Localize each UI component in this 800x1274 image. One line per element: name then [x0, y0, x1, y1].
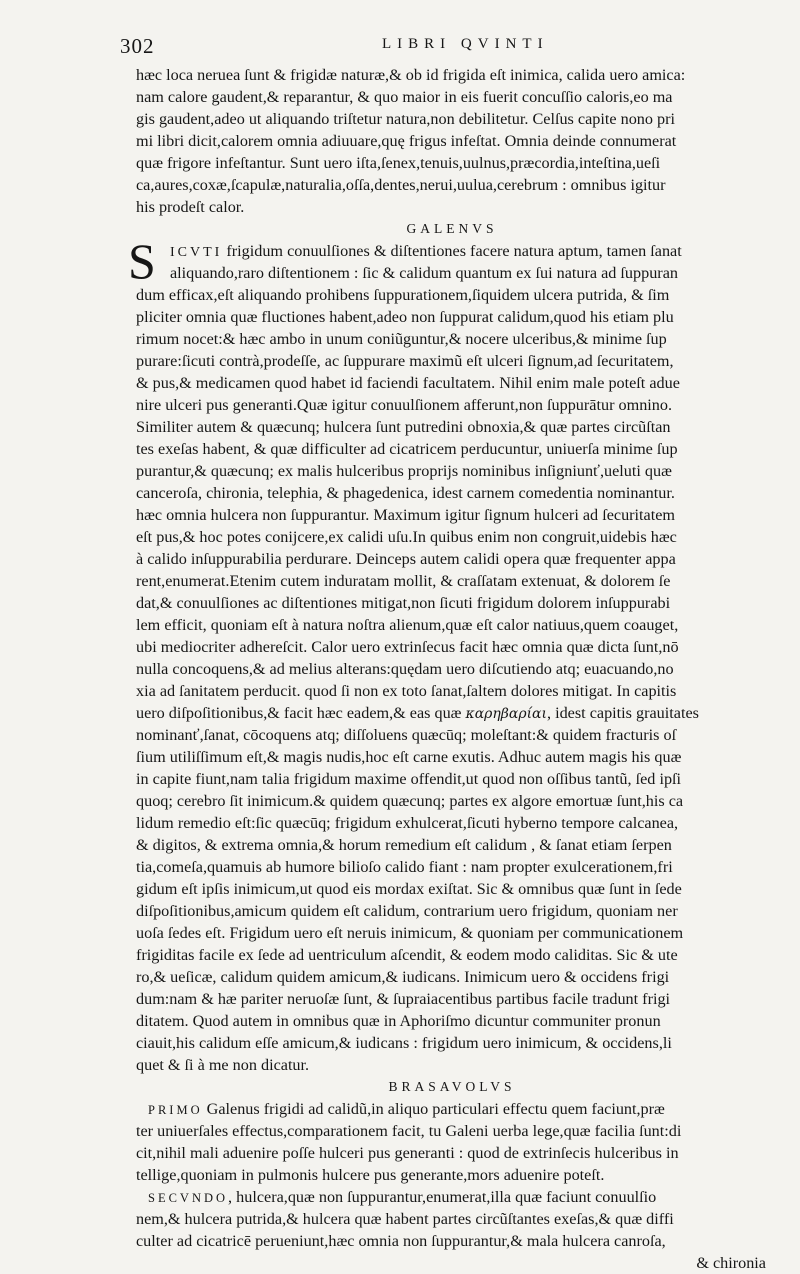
text-span: frigidum conuulſiones & diſtentiones facere natura aptum, tamen ſanat: [222, 242, 682, 260]
text-line: dum efficax,eſt aliquando prohibens ſuppurationem,ſiquidem ulcera putrida, & ſim: [136, 286, 670, 304]
text-line: eſt pus,& hoc potes conijcere,ex calidi uſu.In quibus enim non congruit,uidebis hæc: [136, 528, 677, 546]
text-line: cit,nihil mali aduenire poſſe hulceri pus generanti : quod de extrinſecis hulceribus in: [136, 1144, 679, 1162]
text-line: aliquando,raro diſtentionem : ſic & calidum quantum ex ſui natura ad ſuppuran: [170, 264, 678, 282]
text-line: dum:nam & hæ pariter neruoſæ ſunt, & ſupraiacentibus partibus facile tradunt frigi: [136, 990, 671, 1008]
text-line: tellige,quoniam in pulmonis hulcere pus generante,mors aduenire poteſt.: [136, 1166, 605, 1184]
text-line: frigiditas facile ex ſede ad uentriculum aſcendit, & eodem modo caliditas. Sic & ute: [136, 946, 678, 964]
text-line: à calido inſuppurabilia perdurare. Deinceps autem calidi opera quæ frequenter appa: [136, 550, 676, 568]
text-line: & pus,& medicamen quod habet id faciendi facultatem. Nihil enim male poteſt adue: [136, 374, 680, 392]
text-line: uoſa ſedes eſt. Frigidum uero eſt neruis inimicum, & quoniam per communicationem: [136, 924, 684, 942]
text-line: ſium utiliſſimum eſt,& magis nudis,hoc eſt carne exutis. Adhuc autem magis his quæ: [136, 748, 682, 766]
catchword-line: & chironia: [696, 1254, 766, 1272]
section-heading-galenus: GALENVS: [406, 221, 498, 236]
text-line: nulla concoquens,& ad melius alterans:quędam uero diſcutiendo atq; euacuando,no: [136, 660, 674, 678]
text-line: purantur,& quæcunq; ex malis hulceribus proprijs nominibus inſigniunť,ueluti quæ: [136, 462, 672, 480]
opening-word: ICVTI: [170, 245, 223, 260]
text-line: purare:ſicuti contrà,prodeſſe, ac ſuppurare maximũ eſt ulceri ſignum,ad ſecuritatem,: [136, 352, 674, 370]
text-line: Similiter autem & quæcunq; hulcera ſunt putredini obnoxia,& quæ partes circũſtan: [136, 418, 671, 436]
text-line: hæc omnia hulcera non ſuppurantur. Maximum igitur ſignum hulceri ad ſecuritatem: [136, 506, 676, 524]
text-line: gis gaudent,adeo ut aliquando triſtetur natura,non debilitetur. Celſus capite nono pri: [136, 110, 676, 128]
text-line: [136, 1186, 768, 1208]
text-line: nem,& hulcera putrida,& hulcera quæ habent partes circũſtantes exeſas,& quæ diffi: [136, 1210, 674, 1228]
text-line: hæc loca neruea ſunt & frigidæ naturæ,& ob id frigida eſt inimica, calida uero amica:: [136, 66, 686, 84]
text-line: & digitos, & extrema omnia,& horum remedium eſt calidum , & ſanat etiam ſerpen: [136, 836, 672, 854]
text-line: ter uniuerſales effectus,comparationem facit, tu Galeni uerba lege,quæ facilia ſunt:di: [136, 1122, 682, 1140]
text-line: ciauit,his calidum eſſe amicum,& iudicans : frigidum uero inimicum, & occidens,li: [136, 1034, 672, 1052]
text-line: lem efficit, quoniam eſt à natura noſtra alienum,quæ eſt calor natiuus,quem coauget,: [136, 616, 679, 634]
text-span: Galenus frigidi ad calidũ,in aliquo particulari effectu quem faciunt,præ: [202, 1100, 665, 1118]
text-line: mi libri dicit,calorem omnia adiuuare,quę frigus infeſtat. Omnia deinde connumerat: [136, 132, 677, 150]
primo-marker: PRIMO: [148, 1103, 203, 1117]
secundo-marker: SECVNDO: [148, 1191, 229, 1205]
intro-paragraph: [136, 64, 768, 218]
text-line: gidum eſt ipſis inimicum,ut quod eis mordax exiſtat. Sic & omnibus quæ ſunt in ſede: [136, 880, 682, 898]
text-span: , hulcera,quæ non ſuppurantur,enumerat,illa quæ faciunt conuulſio: [228, 1188, 657, 1206]
text-line: xia ad ſanitatem perducit. quod ſi non ex toto ſanat,ſaltem dolores mitigat. In capitis: [136, 682, 677, 700]
text-block: [128, 64, 768, 1274]
text-span: uero diſpoſitionibus,& facit hæc eadem,& eas quæ: [136, 704, 462, 722]
text-span: , idest capitis grauitates: [547, 704, 699, 722]
text-line: lidum remedio eſt:ſic quæcūq; frigidum exhulcerat,ſicuti hyberno tempore calcanea,: [136, 814, 679, 832]
text-line: his prodeſt calor.: [136, 198, 245, 216]
page-number: 302: [120, 34, 155, 58]
text-line: rimum nocet:& hæc ambo in unum coniũguntur,& nocere ulceribus,& minime ſup: [136, 330, 667, 348]
page-header: [120, 34, 770, 62]
text-line: tia,comeſa,quamuis ab humore bilioſo calido fiant : nam propter exulcerationem,fri: [136, 858, 673, 876]
galenus-commentary: [128, 233, 768, 1076]
text-line: nominanť,ſanat, cōcoquens atq; diſſoluens quæcūq; moleſtant:& quidem fracturis oſ: [136, 726, 677, 744]
drop-cap: S: [128, 233, 156, 289]
brasavolus-commentary: [136, 1098, 768, 1274]
text-line: ubi mediocriter adhereſcit. Calor uero extrinſecus facit hæc omnia quæ dicta ſunt,nō: [136, 638, 679, 656]
text-line: [136, 1098, 768, 1120]
text-line: [136, 702, 768, 724]
text-line: tes exeſas habent, & quæ difficulter ad cicatricem perducuntur, uniuerſa minime ſup: [136, 440, 678, 458]
text-line: canceroſa, chironia, telephia, & phagedenica, idest carnem comedentia nominantur.: [136, 484, 675, 502]
text-line: diſpoſitionibus,amicum quidem eſt calidum, contrarium uero frigidum, quoniam ner: [136, 902, 678, 920]
text-line: pliciter omnia quæ fluctiones habent,adeo non ſuppurat calidum,quod his etiam plu: [136, 308, 674, 326]
text-line: nam calore gaudent,& reparantur, & quo maior in eis fuerit concuſſio caloris,eo ma: [136, 88, 673, 106]
text-line: dat,& conuulſiones ac diſtentiones mitigat,non ſicuti frigidum dolorem inſuppurabi: [136, 594, 671, 612]
text-line: [136, 240, 768, 262]
text-line: culter ad cicatricē perueniunt,hæc omnia non ſuppurantur,& mala hulcera canroſa,: [136, 1232, 666, 1250]
greek-term: καρηβαρίαι: [465, 706, 547, 722]
text-line: ditatem. Quod autem in omnibus quæ in Aphoriſmo dicuntur communiter pronun: [136, 1012, 661, 1030]
text-line: in capite fiunt,nam talia frigidum maxime offendit,ut quod non oſſibus tantũ, ſed ipſi: [136, 770, 682, 788]
section-heading-brasavolus: BRASAVOLVS: [388, 1079, 516, 1094]
text-line: ro,& ueſicæ, calidum quidem amicum,& iudicans. Inimicum uero & occidens frigi: [136, 968, 670, 986]
text-line: quet & ſi à me non dicatur.: [136, 1056, 310, 1074]
text-line: ca,aures,coxæ,ſcapulæ,naturalia,oſſa,dentes,nerui,uulua,cerebrum : omnibus igitur: [136, 176, 666, 194]
text-line: rent,enumerat.Etenim cutem induratam mollit, & craſſatam extenuat, & dolorem ſe: [136, 572, 671, 590]
running-head: LIBRI QVINTI: [382, 36, 549, 52]
text-line: quæ frigore infeſtantur. Sunt uero iſta,ſenex,tenuis,uulnus,præcordia,inteſtina,ueſi: [136, 154, 661, 172]
text-line: nire ulceri pus generanti.Quæ igitur conuulſionem afferunt,non ſuppurātur omnino.: [136, 396, 673, 414]
text-line: quoq; cerebro ſit inimicum.& quidem quæcunq; partes ex algore emortuæ ſunt,his ca: [136, 792, 684, 810]
